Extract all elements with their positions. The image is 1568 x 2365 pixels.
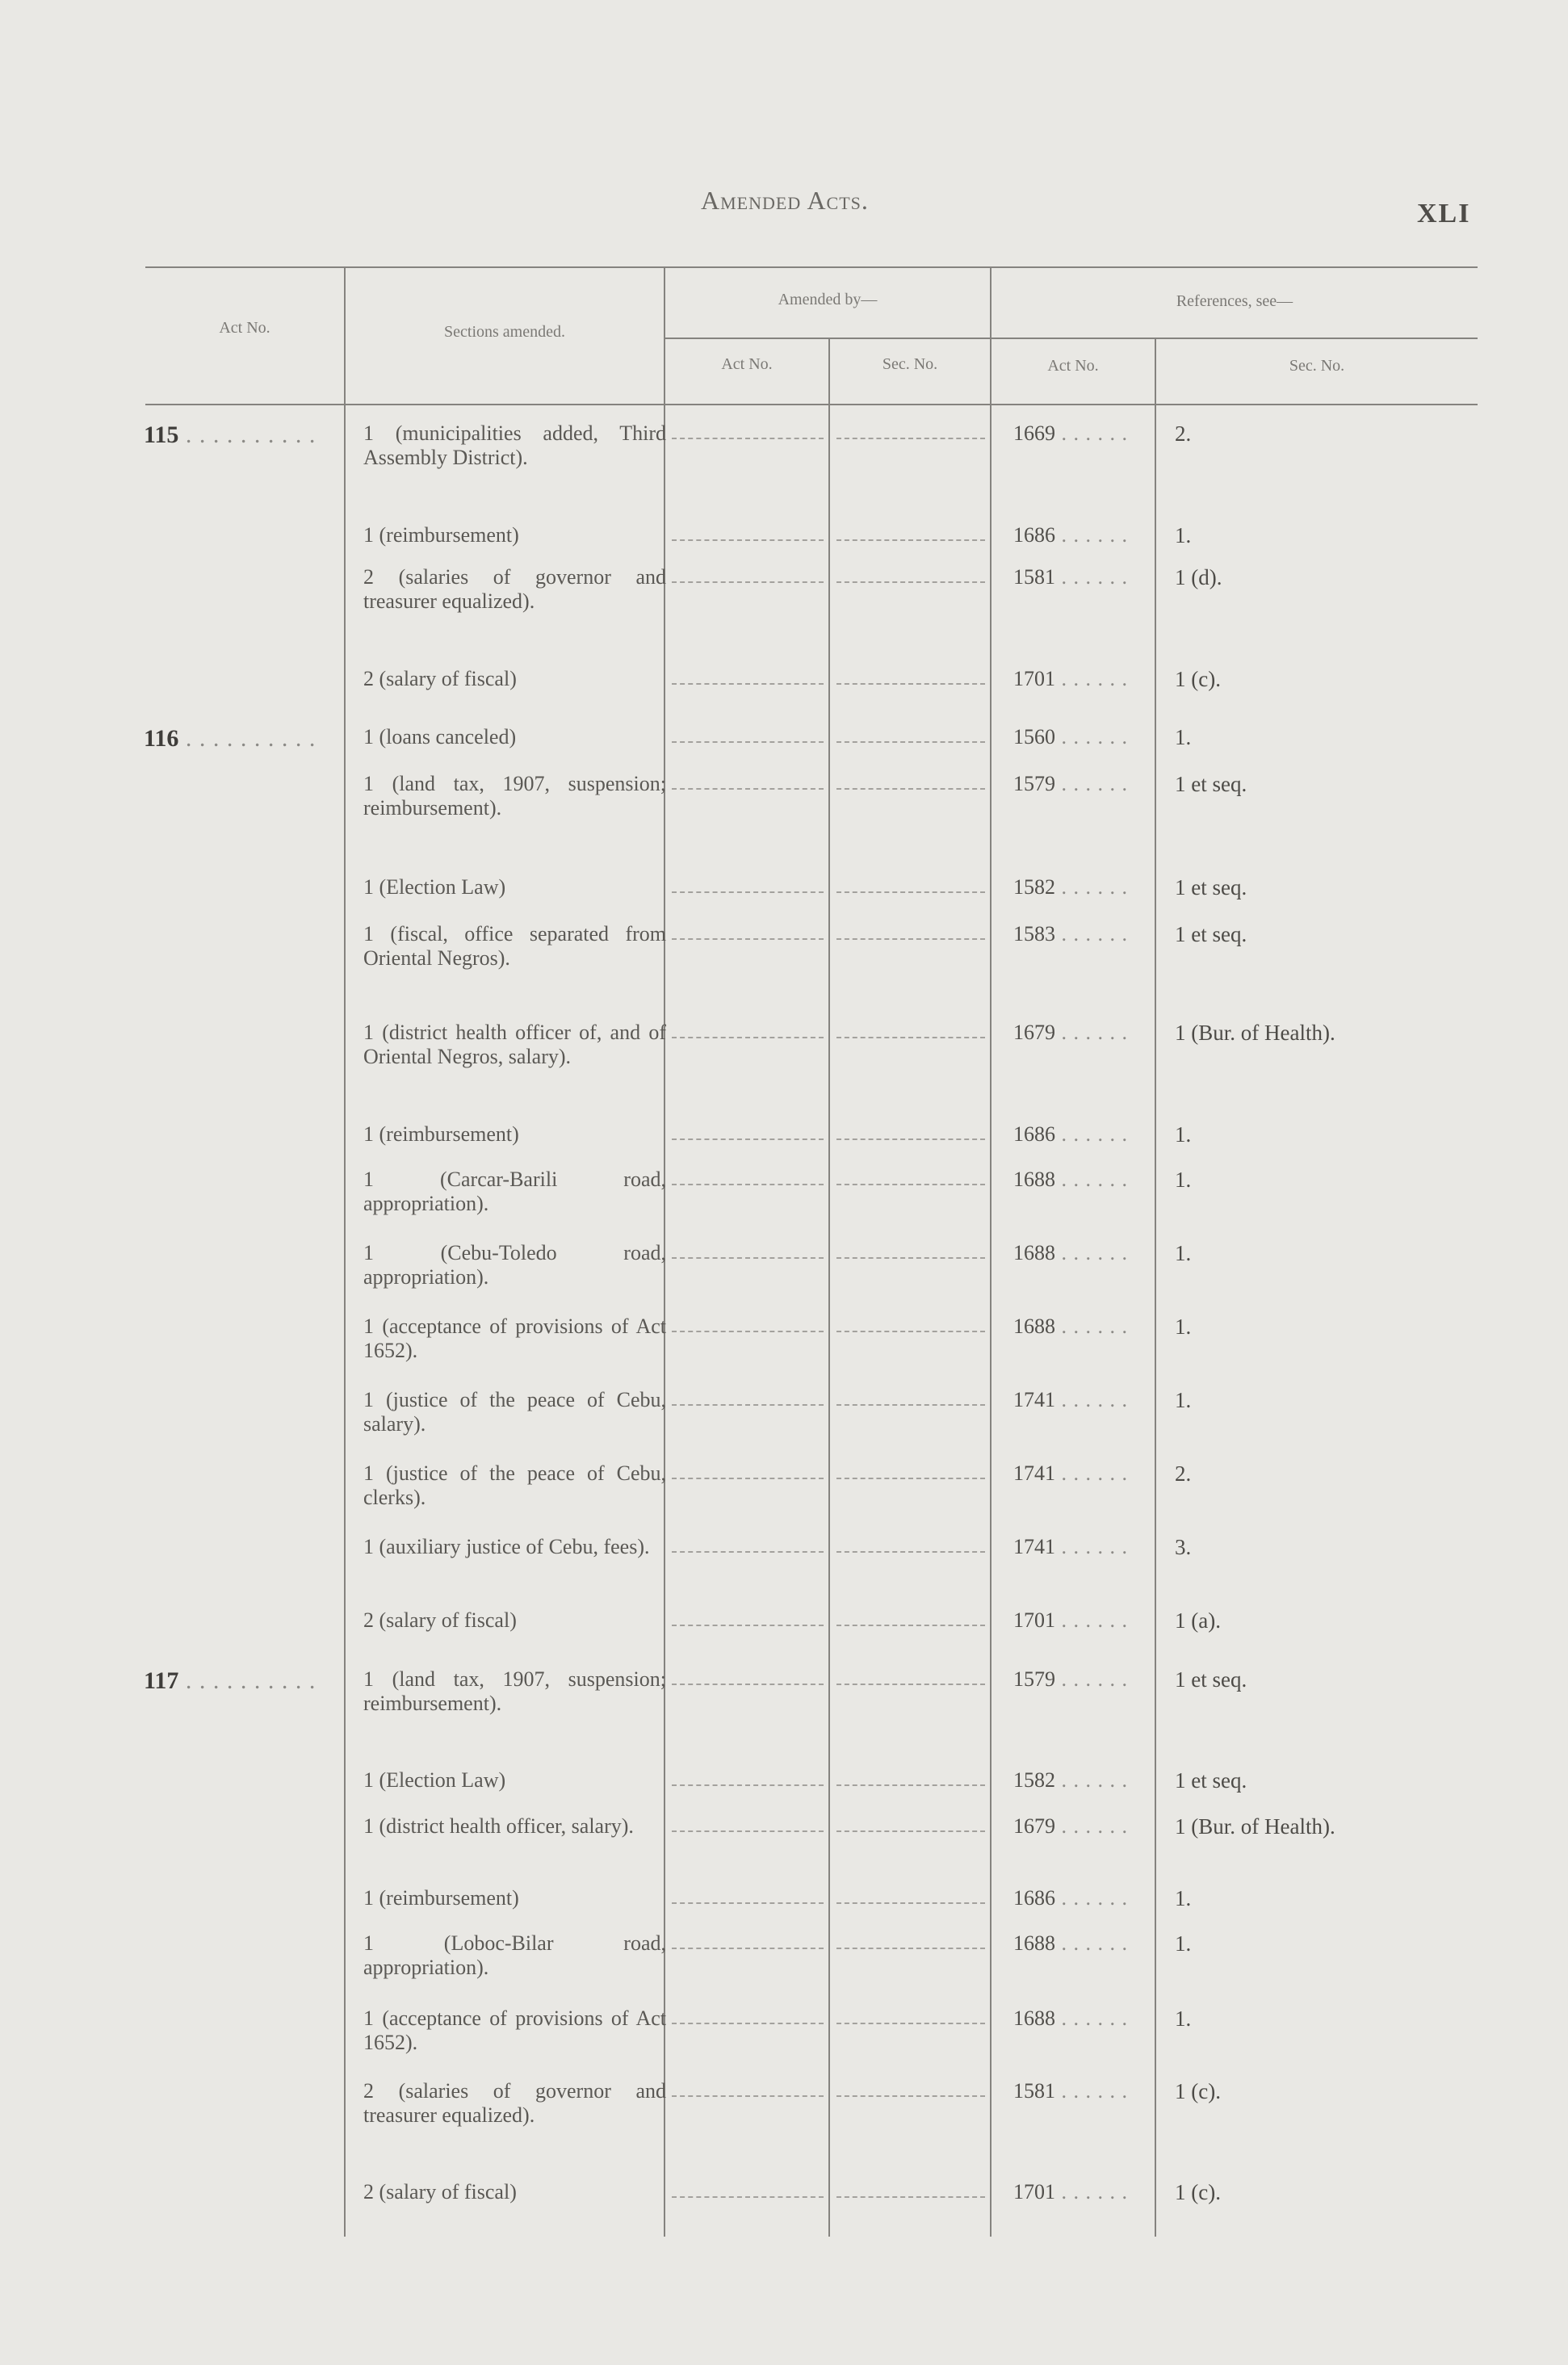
reference-act-number: 1688 . . . . . .: [1013, 1931, 1128, 1955]
reference-act-number: 1701 . . . . . .: [1013, 667, 1128, 690]
section-amended: 2 (salary of fiscal): [363, 667, 517, 690]
reference-act-number: 1579 . . . . . .: [1013, 772, 1128, 795]
blank-cell-dash: [672, 2196, 824, 2198]
blank-cell-dash: [836, 2196, 985, 2198]
section-amended: 1 (district health officer of, and of Oriental Negros, salary).: [363, 1021, 666, 1068]
reference-act-number: 1688 . . . . . .: [1013, 1315, 1128, 1338]
reference-section-number: 1.: [1175, 1931, 1192, 1956]
reference-section-number: 1 (c).: [1175, 2079, 1221, 2103]
section-amended: 1 (reimbursement): [363, 523, 519, 547]
group-header-rule: [664, 338, 1478, 339]
blank-cell-dash: [672, 1784, 824, 1786]
reference-section-number: 1 (c).: [1175, 2180, 1221, 2204]
blank-cell-dash: [836, 581, 985, 583]
blank-cell-dash: [836, 1830, 985, 1832]
reference-section-number: 1 et seq.: [1175, 875, 1247, 899]
blank-cell-dash: [836, 1257, 985, 1259]
reference-section-number: 2.: [1175, 1461, 1192, 1486]
section-amended: 1 (district health officer, salary).: [363, 1814, 634, 1838]
blank-cell-dash: [836, 1404, 985, 1406]
reference-act-number: 1582 . . . . . .: [1013, 1768, 1128, 1792]
blank-cell-dash: [836, 539, 985, 541]
section-amended: 1 (land tax, 1907, suspension; reimbursement).: [363, 772, 666, 820]
blank-cell-dash: [836, 1684, 985, 1685]
section-amended: 1 (fiscal, office separated from Oriental Negros).: [363, 922, 666, 970]
blank-cell-dash: [836, 1948, 985, 1949]
header-act-no: Act No.: [219, 319, 270, 337]
header-ref-act-no: Act No.: [1047, 357, 1099, 375]
section-amended: 1 (land tax, 1907, suspension; reimbursement).: [363, 1667, 666, 1715]
reference-act-number: 1679 . . . . . .: [1013, 1021, 1128, 1044]
header-sections-amended: Sections amended.: [444, 323, 565, 341]
reference-act-number: 1679 . . . . . .: [1013, 1814, 1128, 1838]
blank-cell-dash: [672, 1948, 824, 1949]
blank-cell-dash: [836, 1551, 985, 1553]
blank-cell-dash: [836, 1138, 985, 1140]
running-title: Amended Acts.: [701, 186, 869, 215]
blank-cell-dash: [836, 683, 985, 685]
blank-cell-dash: [836, 788, 985, 790]
reference-section-number: 1.: [1175, 1122, 1192, 1147]
reference-act-number: 1581 . . . . . .: [1013, 565, 1128, 589]
reference-section-number: 3.: [1175, 1535, 1192, 1559]
reference-act-number: 1560 . . . . . .: [1013, 725, 1128, 748]
section-amended: 1 (municipalities added, Third Assembly District).: [363, 421, 666, 469]
section-amended: 2 (salary of fiscal): [363, 2180, 517, 2204]
reference-section-number: 1.: [1175, 1886, 1192, 1910]
blank-cell-dash: [836, 2023, 985, 2024]
section-amended: 2 (salaries of governor and treasurer equalized).: [363, 2079, 666, 2127]
reference-act-number: 1688 . . . . . .: [1013, 1241, 1128, 1264]
section-amended: 1 (justice of the peace of Cebu, clerks).: [363, 1461, 666, 1509]
blank-cell-dash: [672, 1902, 824, 1904]
reference-section-number: 1 (Bur. of Health).: [1175, 1021, 1335, 1045]
blank-cell-dash: [672, 2023, 824, 2024]
reference-act-number: 1701 . . . . . .: [1013, 1608, 1128, 1632]
blank-cell-dash: [672, 438, 824, 439]
header-amended-act-no: Act No.: [721, 355, 773, 373]
blank-cell-dash: [836, 1784, 985, 1786]
blank-cell-dash: [836, 1478, 985, 1479]
reference-section-number: 1 et seq.: [1175, 1768, 1247, 1793]
blank-cell-dash: [672, 1551, 824, 1553]
reference-act-number: 1741 . . . . . .: [1013, 1535, 1128, 1558]
reference-section-number: 1 (c).: [1175, 667, 1221, 691]
blank-cell-dash: [672, 1684, 824, 1685]
reference-section-number: 1.: [1175, 1241, 1192, 1265]
section-amended: 1 (acceptance of provisions of Act 1652).: [363, 2006, 666, 2054]
blank-cell-dash: [672, 741, 824, 743]
section-amended: 1 (Cebu-Toledo road, appropriation).: [363, 1241, 666, 1289]
blank-cell-dash: [672, 788, 824, 790]
blank-cell-dash: [672, 1331, 824, 1332]
reference-section-number: 2.: [1175, 421, 1192, 446]
blank-cell-dash: [672, 1138, 824, 1140]
reference-section-number: 1.: [1175, 1315, 1192, 1339]
column-divider: [828, 339, 830, 2237]
blank-cell-dash: [672, 938, 824, 940]
reference-act-number: 1686 . . . . . .: [1013, 523, 1128, 547]
blank-cell-dash: [836, 1184, 985, 1185]
section-amended: 1 (reimbursement): [363, 1122, 519, 1146]
header-references: References, see—: [1176, 292, 1293, 310]
column-divider: [990, 268, 992, 2237]
blank-cell-dash: [672, 1625, 824, 1626]
reference-section-number: 1.: [1175, 1168, 1192, 1192]
reference-act-number: 1583 . . . . . .: [1013, 922, 1128, 946]
blank-cell-dash: [836, 1902, 985, 1904]
act-number: 115 . . . . . . . . . .: [144, 421, 317, 448]
reference-section-number: 1 et seq.: [1175, 922, 1247, 946]
section-amended: 2 (salaries of governor and treasurer equalized).: [363, 565, 666, 613]
column-divider: [1155, 339, 1156, 2237]
reference-act-number: 1686 . . . . . .: [1013, 1886, 1128, 1910]
reference-section-number: 1 (d).: [1175, 565, 1222, 589]
reference-section-number: 1 et seq.: [1175, 1667, 1247, 1692]
section-amended: 1 (acceptance of provisions of Act 1652).: [363, 1315, 666, 1362]
blank-cell-dash: [836, 2095, 985, 2097]
blank-cell-dash: [672, 1257, 824, 1259]
section-amended: 1 (Carcar-Barili road, appropriation).: [363, 1168, 666, 1215]
section-amended: 2 (salary of fiscal): [363, 1608, 517, 1632]
reference-act-number: 1582 . . . . . .: [1013, 875, 1128, 899]
reference-section-number: 1.: [1175, 725, 1192, 749]
reference-act-number: 1581 . . . . . .: [1013, 2079, 1128, 2103]
reference-section-number: 1 et seq.: [1175, 772, 1247, 796]
reference-act-number: 1688 . . . . . .: [1013, 2006, 1128, 2030]
reference-section-number: 1.: [1175, 523, 1192, 547]
reference-section-number: 1 (a).: [1175, 1608, 1221, 1633]
section-amended: 1 (loans canceled): [363, 725, 517, 748]
blank-cell-dash: [836, 1037, 985, 1038]
reference-act-number: 1669 . . . . . .: [1013, 421, 1128, 445]
reference-act-number: 1741 . . . . . .: [1013, 1461, 1128, 1485]
blank-cell-dash: [836, 1331, 985, 1332]
blank-cell-dash: [672, 581, 824, 583]
blank-cell-dash: [672, 1184, 824, 1185]
column-divider: [344, 268, 346, 2237]
blank-cell-dash: [672, 891, 824, 893]
reference-act-number: 1741 . . . . . .: [1013, 1388, 1128, 1411]
page-number: XLI: [1417, 199, 1471, 229]
blank-cell-dash: [672, 539, 824, 541]
blank-cell-dash: [672, 683, 824, 685]
blank-cell-dash: [672, 1478, 824, 1479]
header-amended-by: Amended by—: [778, 291, 878, 308]
reference-act-number: 1579 . . . . . .: [1013, 1667, 1128, 1691]
section-amended: 1 (justice of the peace of Cebu, salary).: [363, 1388, 666, 1436]
section-amended: 1 (Election Law): [363, 1768, 506, 1792]
blank-cell-dash: [836, 438, 985, 439]
blank-cell-dash: [836, 891, 985, 893]
section-amended: 1 (Election Law): [363, 875, 506, 899]
section-amended: 1 (Loboc-Bilar road, appropriation).: [363, 1931, 666, 1979]
reference-section-number: 1.: [1175, 2006, 1192, 2031]
blank-cell-dash: [672, 1404, 824, 1406]
header-amended-sec-no: Sec. No.: [882, 355, 938, 373]
header-ref-sec-no: Sec. No.: [1289, 357, 1345, 375]
act-number: 116 . . . . . . . . . .: [144, 725, 317, 752]
reference-section-number: 1.: [1175, 1388, 1192, 1412]
section-amended: 1 (reimbursement): [363, 1886, 519, 1910]
blank-cell-dash: [836, 741, 985, 743]
reference-act-number: 1688 . . . . . .: [1013, 1168, 1128, 1191]
blank-cell-dash: [672, 2095, 824, 2097]
act-number: 117 . . . . . . . . . .: [144, 1667, 317, 1694]
blank-cell-dash: [836, 1625, 985, 1626]
section-amended: 1 (auxiliary justice of Cebu, fees).: [363, 1535, 650, 1558]
reference-section-number: 1 (Bur. of Health).: [1175, 1814, 1335, 1839]
blank-cell-dash: [672, 1037, 824, 1038]
reference-act-number: 1686 . . . . . .: [1013, 1122, 1128, 1146]
reference-act-number: 1701 . . . . . .: [1013, 2180, 1128, 2204]
blank-cell-dash: [836, 938, 985, 940]
blank-cell-dash: [672, 1830, 824, 1832]
